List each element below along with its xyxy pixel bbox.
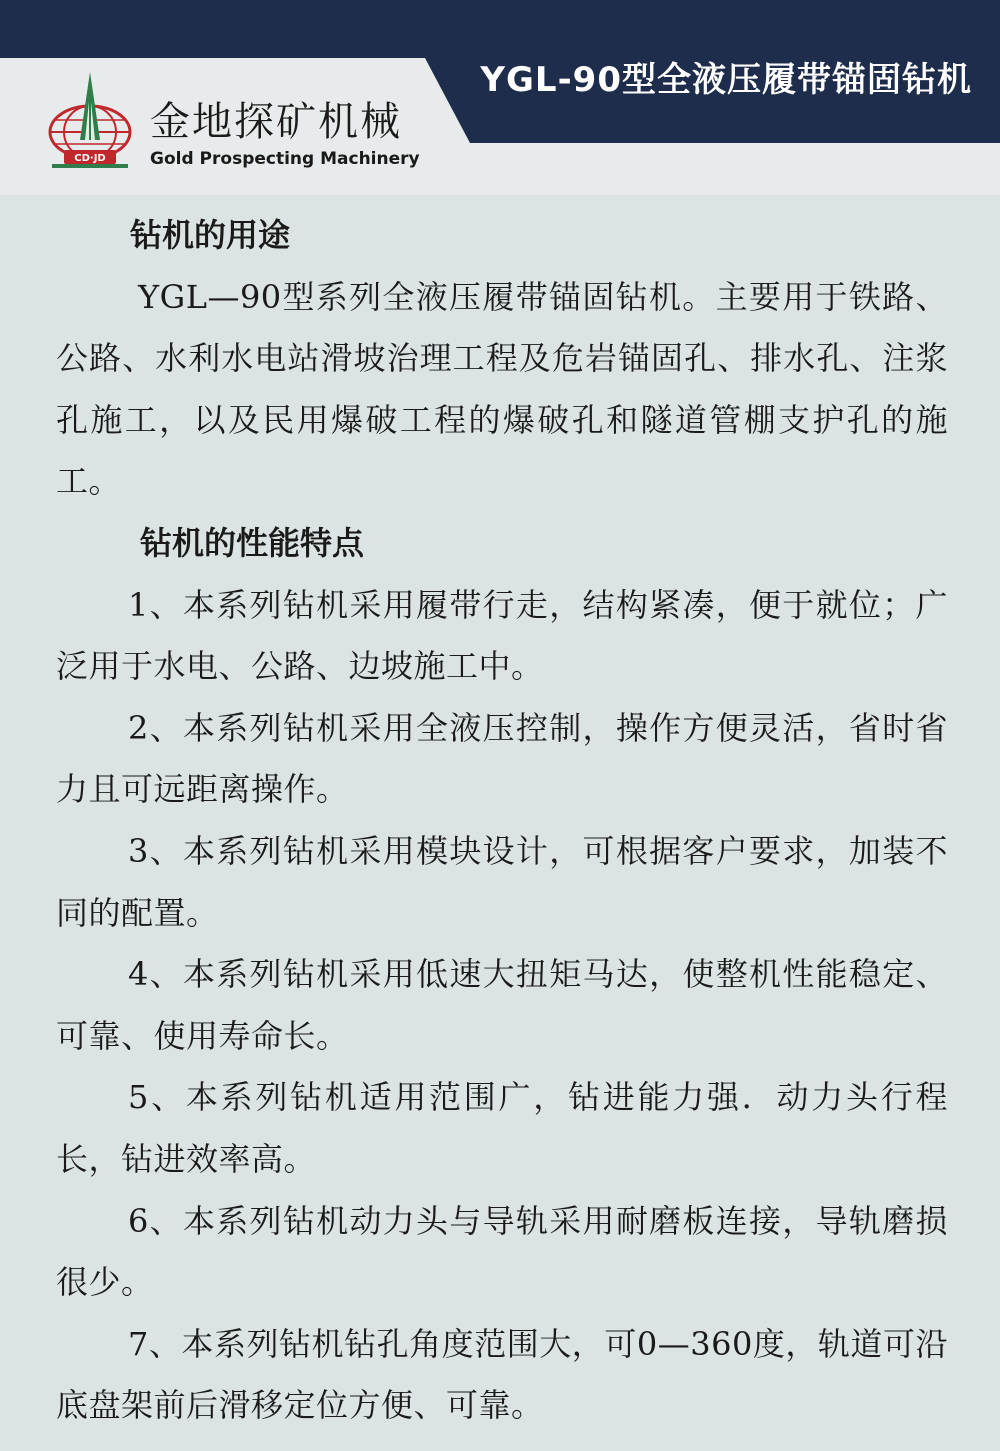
feature-item: 3、本系列钻机采用模块设计，可根据客户要求，加装不同的配置。	[56, 831, 948, 932]
feature-item: 7、本系列钻机钻孔角度范围大，可0—360度，轨道可沿底盘架前后滑移定位方便、可靠。	[56, 1324, 948, 1425]
content	[56, 205, 948, 1437]
company-logo-icon	[44, 70, 136, 170]
features-heading: 钻机的性能特点	[140, 523, 365, 562]
brand-name-en: Gold Prospecting Machinery	[150, 149, 420, 169]
page-title: YGL-90型全液压履带锚固钻机	[480, 60, 972, 100]
feature-item: 2、本系列钻机采用全液压控制，操作方便灵活，省时省力且可远距离操作。	[56, 708, 948, 809]
header	[0, 0, 1000, 195]
feature-item: 1、本系列钻机采用履带行走，结构紧凑，便于就位；广泛用于水电、公路、边坡施工中。	[56, 585, 948, 686]
usage-heading: 钻机的用途	[130, 216, 291, 254]
brand-name-cn: 金地探矿机械	[150, 99, 402, 145]
feature-item: 4、本系列钻机采用低速大扭矩马达，使整机性能稳定、可靠、使用寿命长。	[56, 955, 948, 1055]
usage-body: YGL—90型系列全液压履带锚固钻机。主要用于铁路、公路、水利水电站滑坡治理工程及危岩锚固孔、排水孔、注浆孔施工，以及民用爆破工程的爆破孔和隧道管棚支护孔的施工。	[56, 277, 948, 501]
feature-item: 5、本系列钻机适用范围广，钻进能力强．动力头行程长，钻进效率高。	[56, 1078, 948, 1178]
svg-text:CD·JD: CD·JD	[74, 153, 106, 164]
feature-item: 6、本系列钻机动力头与导轨采用耐磨板连接，导轨磨损很少。	[56, 1201, 948, 1302]
